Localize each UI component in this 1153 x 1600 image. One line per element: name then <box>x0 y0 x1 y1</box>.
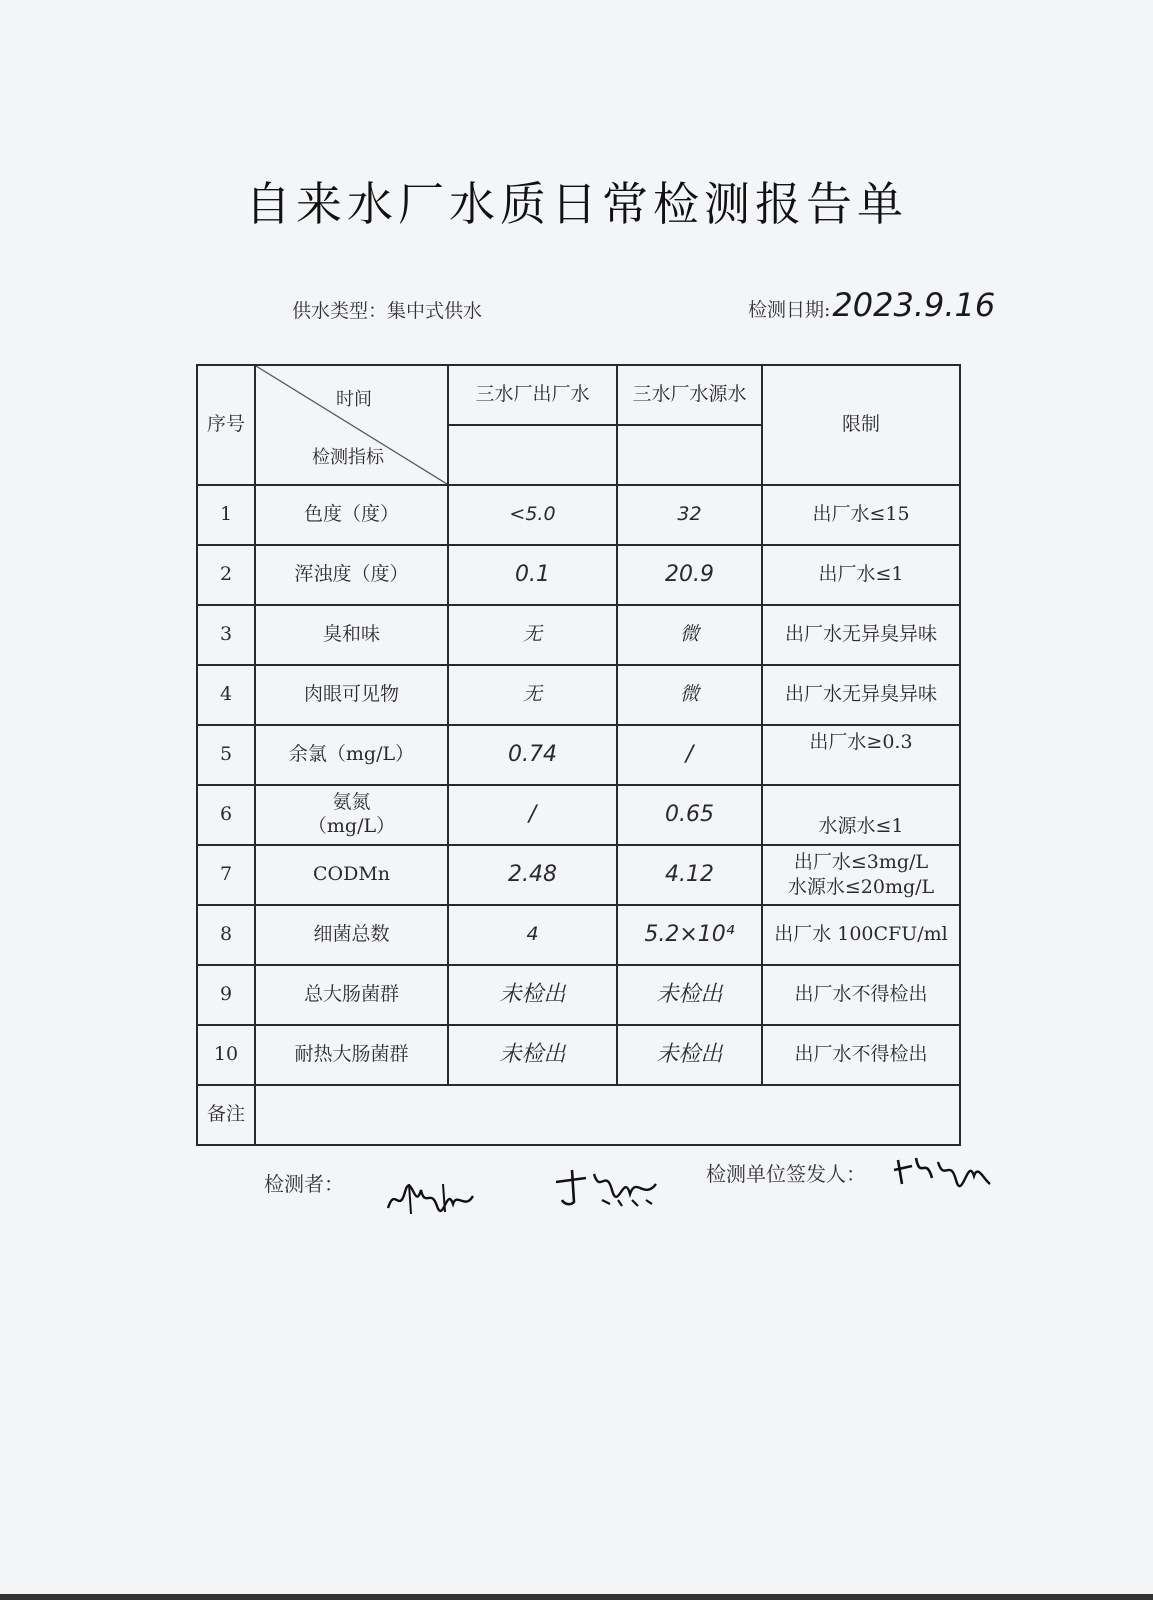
row-outlet-value: 未检出 <box>448 1025 617 1085</box>
row-source-value: 未检出 <box>617 965 762 1025</box>
signer-signature <box>892 1150 992 1199</box>
row-no: 6 <box>197 785 255 845</box>
tester-signature-1 <box>385 1178 480 1227</box>
row-no: 9 <box>197 965 255 1025</box>
row-indicator: 耐热大肠菌群 <box>255 1025 448 1085</box>
handwritten-signature <box>385 1178 480 1220</box>
row-indicator: 色度（度） <box>255 485 448 545</box>
row-limit: 水源水≤1 <box>762 785 960 845</box>
row-source-value: 微 <box>617 665 762 725</box>
row-limit: 出厂水无异臭异味 <box>762 665 960 725</box>
supply-type: 供水类型：集中式供水 <box>292 300 483 322</box>
row-limit: 出厂水不得检出 <box>762 1025 960 1085</box>
row-limit: 出厂水≤3mg/L 水源水≤20mg/L <box>762 845 960 905</box>
table-row <box>197 725 960 785</box>
row-limit: 出厂水无异臭异味 <box>762 605 960 665</box>
tester-signature-2 <box>552 1164 662 1217</box>
table-row <box>197 1025 960 1085</box>
table-row <box>197 965 960 1025</box>
row-source-value: 0.65 <box>617 785 762 845</box>
row-no: 2 <box>197 545 255 605</box>
test-date-label: 检测日期: <box>748 299 831 321</box>
col-source-header: 三水厂水源水 <box>617 365 762 425</box>
row-no: 8 <box>197 905 255 965</box>
table-row <box>197 545 960 605</box>
row-source-value: 未检出 <box>617 1025 762 1085</box>
col-outlet-header: 三水厂出厂水 <box>448 365 617 425</box>
signer-label: 检测单位签发人： <box>706 1162 866 1186</box>
row-outlet-value: 4 <box>448 905 617 965</box>
row-indicator: 臭和味 <box>255 605 448 665</box>
row-no: 1 <box>197 485 255 545</box>
diag-time-label: 时间 <box>336 389 372 410</box>
row-no: 10 <box>197 1025 255 1085</box>
remark-label: 备注 <box>197 1085 255 1145</box>
row-outlet-value: 2.48 <box>448 845 617 905</box>
row-source-value: 微 <box>617 605 762 665</box>
row-limit: 出厂水 100CFU/ml <box>762 905 960 965</box>
row-source-value: / <box>617 725 762 785</box>
results-table <box>196 364 961 1146</box>
table-row <box>197 485 960 545</box>
row-limit: 出厂水不得检出 <box>762 965 960 1025</box>
table-row <box>197 905 960 965</box>
table-row <box>197 785 960 845</box>
row-outlet-value: / <box>448 785 617 845</box>
row-indicator: 氨氮 （mg/L） <box>255 785 448 845</box>
diagonal-header <box>255 365 448 485</box>
row-limit: 出厂水≤15 <box>762 485 960 545</box>
row-limit: 出厂水≤1 <box>762 545 960 605</box>
handwritten-signature <box>552 1164 662 1210</box>
row-outlet-value: 0.74 <box>448 725 617 785</box>
table-row <box>197 845 960 905</box>
row-outlet-value: <5.0 <box>448 485 617 545</box>
row-no: 4 <box>197 665 255 725</box>
handwritten-signature <box>892 1150 992 1192</box>
test-date <box>748 286 995 324</box>
row-source-value: 5.2×10⁴ <box>617 905 762 965</box>
col-seq-header: 序号 <box>197 365 255 485</box>
remark-row <box>197 1085 960 1145</box>
row-outlet-value: 无 <box>448 665 617 725</box>
remark-value <box>255 1085 960 1145</box>
row-source-value: 32 <box>617 485 762 545</box>
row-source-value: 20.9 <box>617 545 762 605</box>
row-limit: 出厂水≥0.3 <box>762 725 960 785</box>
source-subheader <box>617 425 762 485</box>
outlet-subheader <box>448 425 617 485</box>
diag-indicator-label: 检测指标 <box>312 447 384 468</box>
row-outlet-value: 0.1 <box>448 545 617 605</box>
row-indicator: 总大肠菌群 <box>255 965 448 1025</box>
row-indicator: 浑浊度（度） <box>255 545 448 605</box>
row-indicator: CODMn <box>255 845 448 905</box>
row-outlet-value: 未检出 <box>448 965 617 1025</box>
report-title: 自来水厂水质日常检测报告单 <box>245 177 908 231</box>
table-row <box>197 665 960 725</box>
row-indicator: 余氯（mg/L） <box>255 725 448 785</box>
row-no: 5 <box>197 725 255 785</box>
row-source-value: 4.12 <box>617 845 762 905</box>
col-limit-header: 限制 <box>762 365 960 485</box>
test-date-value: 2023.9.16 <box>832 286 996 324</box>
scan-bottom-edge <box>0 1594 1153 1600</box>
row-outlet-value: 无 <box>448 605 617 665</box>
row-indicator: 肉眼可见物 <box>255 665 448 725</box>
row-indicator: 细菌总数 <box>255 905 448 965</box>
table-row <box>197 605 960 665</box>
row-no: 7 <box>197 845 255 905</box>
tester-label: 检测者： <box>264 1172 344 1196</box>
row-no: 3 <box>197 605 255 665</box>
